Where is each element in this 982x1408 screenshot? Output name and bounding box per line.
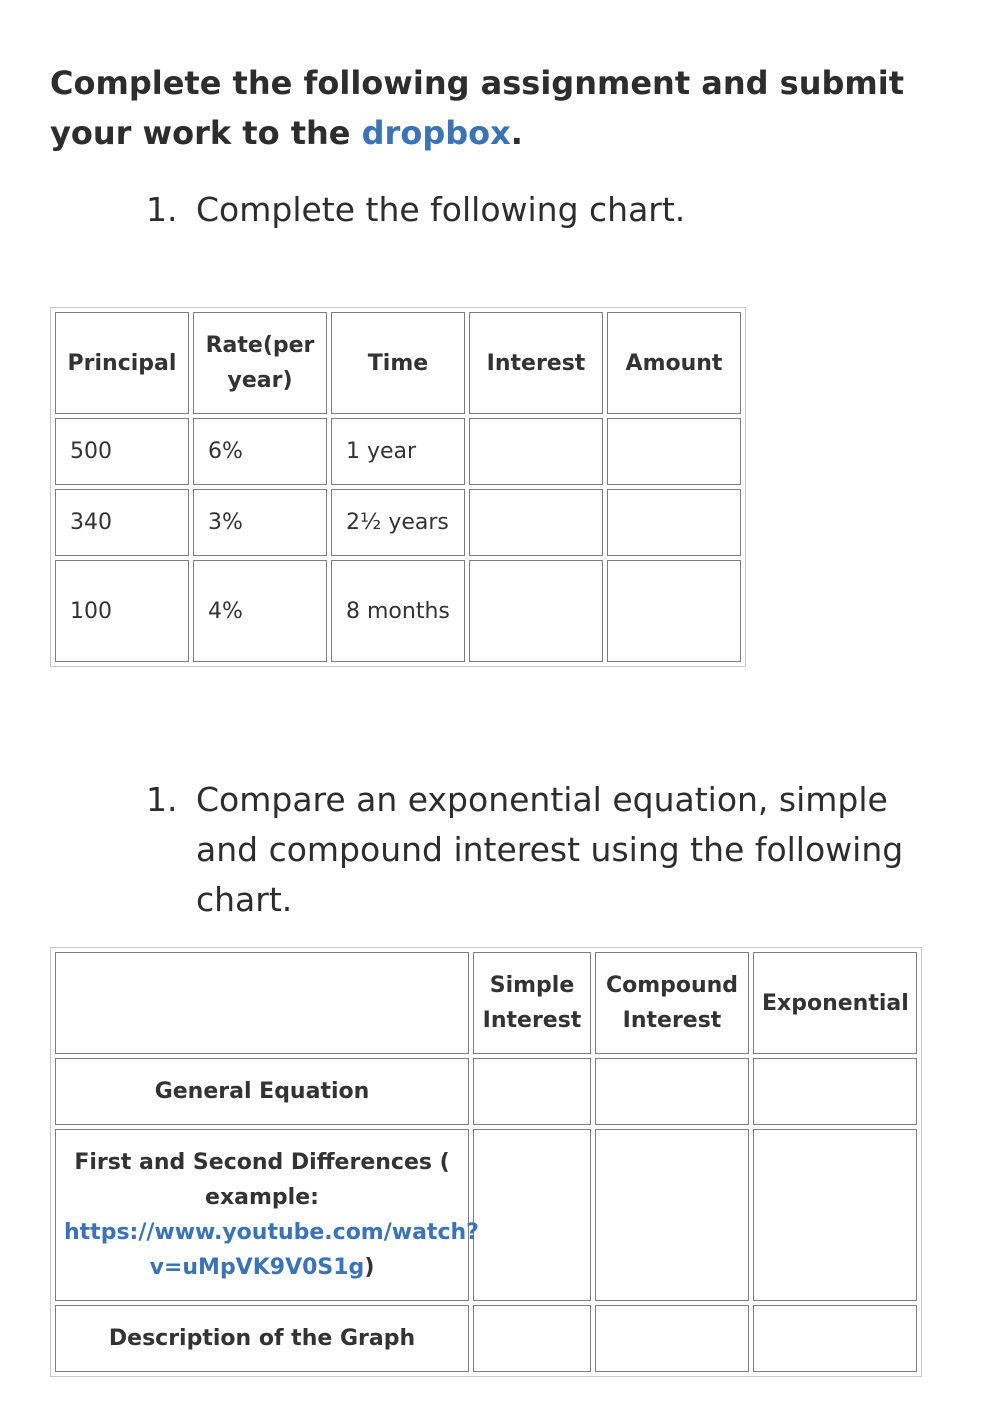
table-row (55, 489, 741, 556)
cell-interest[interactable] (469, 489, 603, 556)
cell-principal: 340 (55, 489, 189, 556)
youtube-link[interactable]: https://www.youtube.com/watch?v=uMpVK9V0S1g (64, 1220, 479, 1280)
assignment-heading (50, 58, 930, 158)
cell-simple-interest[interactable] (473, 1305, 591, 1372)
header-compound-interest: Compound Interest (595, 952, 749, 1054)
question-2-number: 1. (146, 780, 178, 819)
table-row (55, 418, 741, 485)
table-row (55, 1058, 917, 1125)
cell-simple-interest[interactable] (473, 1058, 591, 1125)
cell-compound-interest[interactable] (595, 1305, 749, 1372)
interest-chart-table (50, 307, 746, 667)
cell-amount[interactable] (607, 489, 741, 556)
cell-compound-interest[interactable] (595, 1129, 749, 1301)
header-rate: Rate(per year) (193, 312, 327, 414)
cell-time: 8 months (331, 560, 465, 662)
header-amount: Amount (607, 312, 741, 414)
dropbox-link[interactable]: dropbox (361, 114, 511, 152)
cell-time: 2½ years (331, 489, 465, 556)
table-row (55, 1129, 917, 1301)
table-header-row (55, 312, 741, 414)
row-label-differences (55, 1129, 479, 1301)
cell-simple-interest[interactable] (473, 1129, 591, 1301)
cell-exponential[interactable] (753, 1129, 917, 1301)
comparison-chart-table (50, 947, 922, 1377)
header-principal: Principal (55, 312, 189, 414)
differences-close: ) (364, 1255, 375, 1280)
cell-amount[interactable] (607, 560, 741, 662)
header-exponential: Exponential (753, 952, 917, 1054)
question-1-number: 1. (146, 190, 178, 229)
header-simple-interest: Simple Interest (473, 952, 591, 1054)
cell-rate: 6% (193, 418, 327, 485)
cell-rate: 3% (193, 489, 327, 556)
cell-amount[interactable] (607, 418, 741, 485)
cell-compound-interest[interactable] (595, 1058, 749, 1125)
cell-rate: 4% (193, 560, 327, 662)
header-interest: Interest (469, 312, 603, 414)
cell-time: 1 year (331, 418, 465, 485)
differences-label: First and Second Differences ( example: (74, 1150, 450, 1210)
cell-interest[interactable] (469, 560, 603, 662)
cell-principal: 500 (55, 418, 189, 485)
table-row (55, 560, 741, 662)
cell-exponential[interactable] (753, 1305, 917, 1372)
cell-exponential[interactable] (753, 1058, 917, 1125)
heading-period: . (510, 114, 523, 152)
heading-text: Complete the following assignment and submit your work to the (50, 64, 905, 152)
question-1 (146, 185, 926, 235)
table-header-row (55, 952, 917, 1054)
question-2 (146, 775, 936, 919)
row-label-graph-description: Description of the Graph (55, 1305, 469, 1372)
header-time: Time (331, 312, 465, 414)
header-blank (55, 952, 469, 1054)
cell-principal: 100 (55, 560, 189, 662)
row-label-general-equation: General Equation (55, 1058, 469, 1125)
question-2-text: Compare an exponential equation, simple and compound interest using the following chart. (196, 780, 904, 919)
cell-interest[interactable] (469, 418, 603, 485)
table-row (55, 1305, 917, 1372)
question-1-text: Complete the following chart. (196, 190, 686, 229)
